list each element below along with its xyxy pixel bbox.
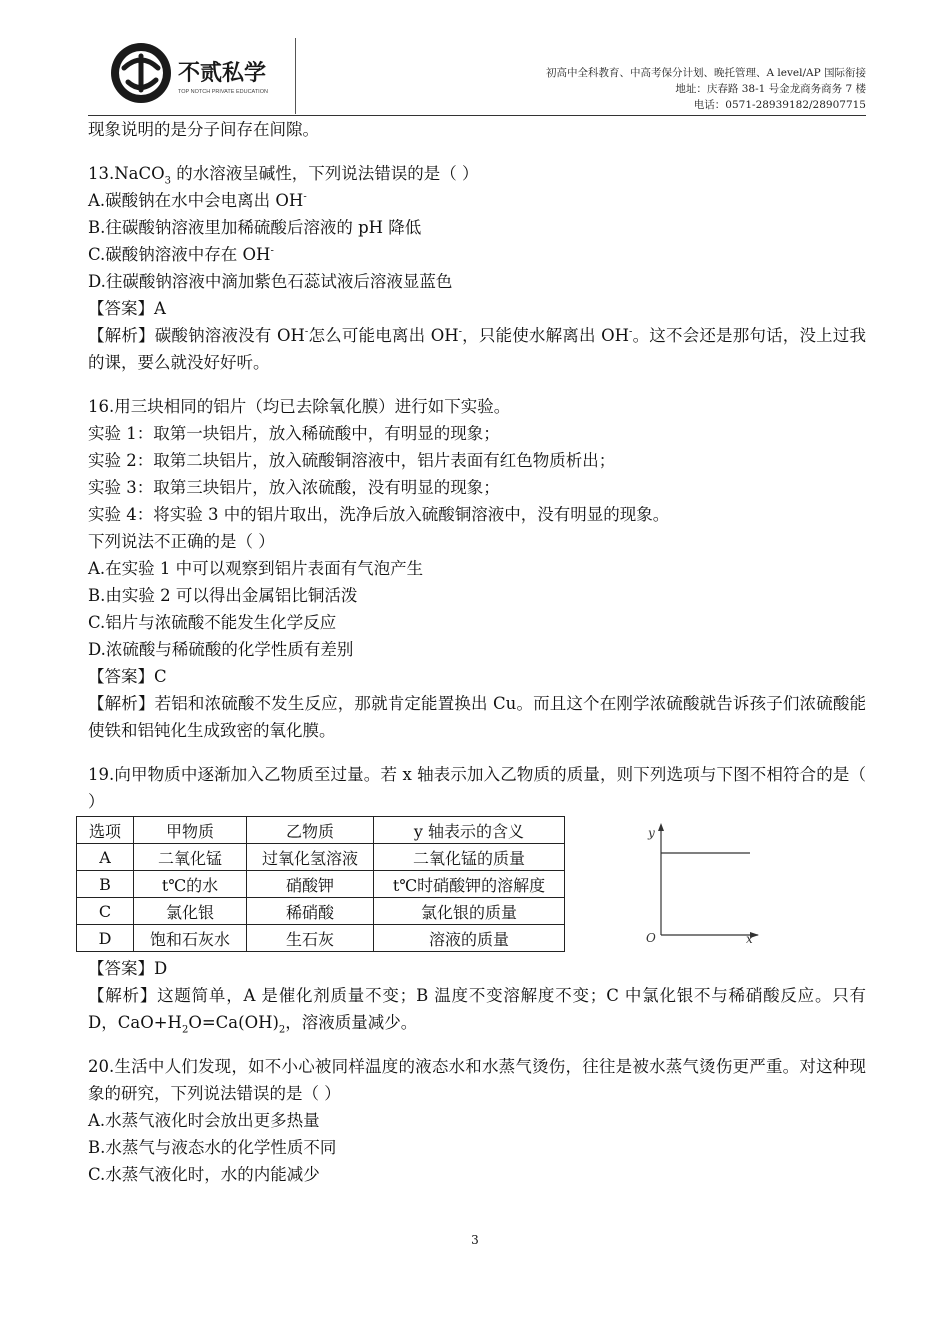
logo-subtext: TOP NOTCH PRIVATE EDUCATION	[178, 89, 268, 95]
q20-stem: 20.生活中人们发现，如不小心被同样温度的液态水和水蒸气烫伤，往往是被水蒸气烫伤更严重。对这种现象的研究，下列说法错误的是（ ）	[88, 1057, 866, 1103]
q16-option-b: B.由实验 2 可以得出金属铝比铜活泼	[88, 586, 358, 605]
logo-text: 不贰私学	[178, 60, 267, 85]
q20-option-b: B.水蒸气与液态水的化学性质不同	[88, 1138, 337, 1157]
table-cell: 氯化银	[134, 898, 247, 925]
table-row	[77, 898, 565, 925]
table-cell: 氯化银的质量	[374, 898, 565, 925]
x-axis-label: x	[746, 932, 753, 945]
question-20	[88, 1053, 866, 1188]
q20-option-a: A.水蒸气液化时会放出更多热量	[88, 1111, 320, 1130]
header-address: 地址：庆春路 38-1 号金龙商务商务 7 楼	[675, 83, 866, 95]
table-cell: 稀硝酸	[247, 898, 374, 925]
q13-answer: 【答案】A	[88, 299, 166, 318]
q13-option-d: D.往碳酸钠溶液中滴加紫色石蕊试液后溶液显蓝色	[88, 272, 453, 291]
table-header-cell: 选项	[77, 817, 134, 844]
question-19	[88, 761, 866, 1036]
q16-question: 下列说法不正确的是（ ）	[88, 532, 275, 551]
q19-stem: 19.向甲物质中逐渐加入乙物质至过量。若 x 轴表示加入乙物质的质量，则下列选项与下图不相符合的是（ ）	[88, 765, 866, 811]
q16-option-c: C.铝片与浓硫酸不能发生化学反应	[88, 613, 337, 632]
table-cell: 饱和石灰水	[134, 925, 247, 952]
table-cell: D	[77, 925, 134, 952]
header-divider	[295, 38, 296, 114]
q16-experiment-2: 实验 2：取第二块铝片，放入硫酸铜溶液中，铝片表面有红色物质析出；	[88, 451, 616, 470]
q16-answer: 【答案】C	[88, 667, 167, 686]
table-row	[77, 925, 565, 952]
table-cell: C	[77, 898, 134, 925]
header-info	[546, 65, 866, 113]
header-services: 初高中全科教育、中高考保分计划、晚托管理、A level/AP 国际衔接	[545, 67, 866, 79]
table-row	[77, 844, 565, 871]
question-16	[88, 393, 866, 744]
carryover-text: 现象说明的是分子间存在间隙。	[88, 120, 319, 139]
q13-stem: 13.NaCO$_3$ 的水溶液呈碱性，下列说法错误的是（ ）	[88, 164, 479, 187]
page-header	[88, 38, 866, 116]
q20-option-c: C.水蒸气液化时，水的内能减少	[88, 1165, 320, 1184]
q16-option-d: D.浓硫酸与稀硫酸的化学性质有差别	[88, 640, 354, 659]
y-axis-label: y	[648, 826, 655, 840]
page-content	[88, 116, 866, 1188]
table-cell: t℃的水	[134, 871, 247, 898]
logo	[106, 38, 281, 108]
table-cell: 二氧化锰	[134, 844, 247, 871]
origin-label: O	[646, 931, 656, 945]
table-header-cell: 甲物质	[134, 817, 247, 844]
q16-experiment-4: 实验 4：将实验 3 中的铝片取出，洗净后放入硫酸铜溶液中，没有明显的现象。	[88, 505, 670, 524]
table-cell: 硝酸钾	[247, 871, 374, 898]
q13-option-b: B.往碳酸钠溶液里加稀硫酸后溶液的 pH 降低	[88, 218, 422, 237]
table-cell: 过氧化氢溶液	[247, 844, 374, 871]
q19-explanation: 【解析】这题简单，A 是催化剂质量不变；B 温度不变溶解度不变；C 中氯化银不与稀硝酸反应。只有 D，$CaO+H_2O=Ca(OH)_2$，溶液质量减少。	[88, 986, 866, 1036]
header-phone: 电话：0571-28939182/28907715	[693, 99, 866, 111]
q16-explanation: 【解析】若铝和浓硫酸不发生反应，那就肯定能置换出 Cu。而且这个在刚学浓硫酸就告诉孩子们浓硫酸能使铁和铝钝化生成致密的氧化膜。	[88, 694, 866, 740]
table-header-cell: y 轴表示的含义	[374, 817, 565, 844]
table-header-row	[77, 817, 565, 844]
table-cell: B	[77, 871, 134, 898]
table-cell: 溶液的质量	[374, 925, 565, 952]
table-cell: 生石灰	[247, 925, 374, 952]
q16-experiment-1: 实验 1：取第一块铝片，放入稀硫酸中，有明显的现象；	[88, 424, 500, 443]
q16-stem: 16.用三块相同的铝片（均已去除氧化膜）进行如下实验。	[88, 397, 511, 416]
q19-table	[76, 816, 565, 952]
table-cell: t℃时硝酸钾的溶解度	[374, 871, 565, 898]
q16-experiment-3: 实验 3：取第三块铝片，放入浓硫酸，没有明显的现象；	[88, 478, 500, 497]
table-cell: A	[77, 844, 134, 871]
q13-option-a: A.碳酸钠在水中会电离出 OH-	[88, 191, 307, 210]
table-row	[77, 871, 565, 898]
q16-option-a: A.在实验 1 中可以观察到铝片表面有气泡产生	[88, 559, 424, 578]
table-header-cell: 乙物质	[247, 817, 374, 844]
q19-graph	[628, 815, 768, 945]
page-number: 3	[471, 1233, 479, 1247]
q13-option-c: C.碳酸钠溶液中存在 OH-	[88, 245, 274, 264]
q13-explanation: 【解析】碳酸钠溶液没有 OH-怎么可能电离出 OH-，只能使水解离出 OH-。这不会还是那句话，没上过我的课，要么就没好好听。	[88, 326, 866, 372]
table-cell: 二氧化锰的质量	[374, 844, 565, 871]
question-13	[88, 160, 866, 376]
q19-answer: 【答案】D	[88, 959, 168, 978]
